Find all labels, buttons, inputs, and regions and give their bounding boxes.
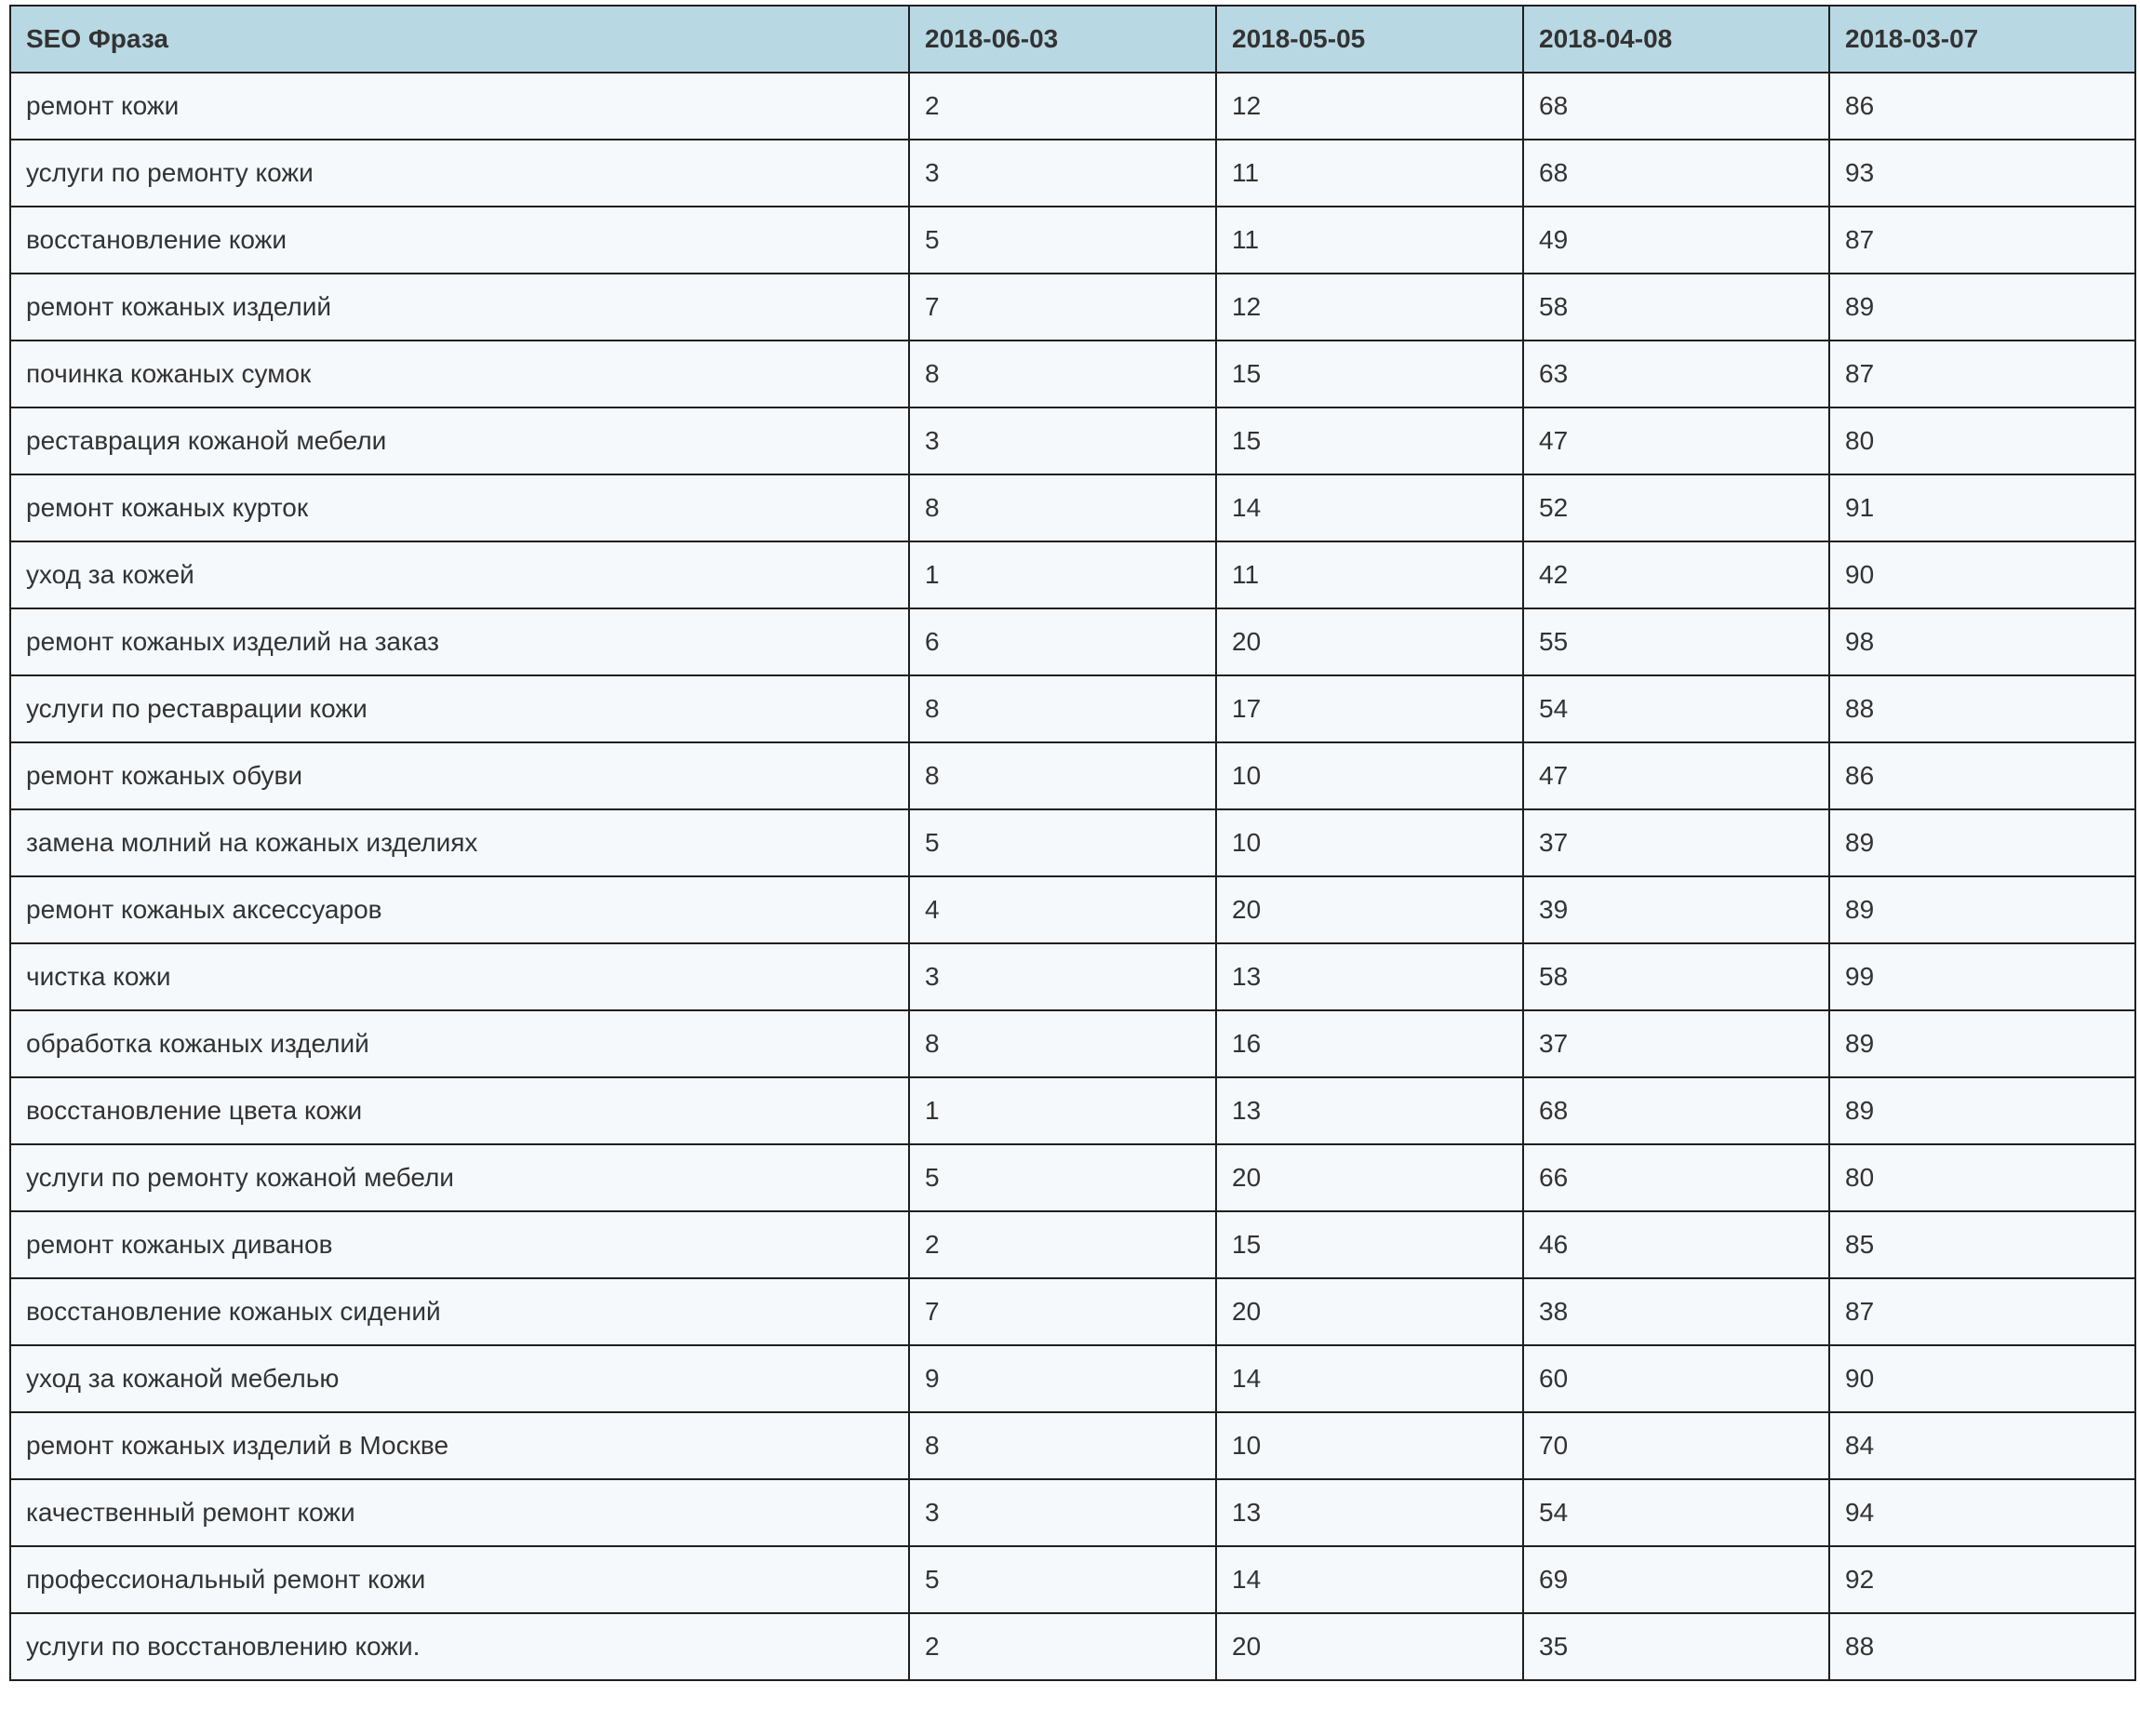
position-cell: 3 [909,140,1216,207]
position-cell: 89 [1829,274,2135,341]
position-cell: 14 [1216,474,1523,541]
seo-phrase-cell: замена молний на кожаных изделиях [10,809,909,876]
table-row [10,140,2135,207]
position-cell: 55 [1523,608,1829,675]
table-row [10,1211,2135,1278]
table-row [10,1278,2135,1345]
table-row [10,608,2135,675]
column-header-date: 2018-04-08 [1523,6,1829,73]
seo-phrase-cell: восстановление кожи [10,207,909,274]
table-row [10,1546,2135,1613]
position-cell: 58 [1523,274,1829,341]
position-cell: 5 [909,1546,1216,1613]
table-row [10,1077,2135,1144]
position-cell: 3 [909,1479,1216,1546]
seo-phrase-cell: услуги по реставрации кожи [10,675,909,742]
table-row [10,943,2135,1010]
position-cell: 20 [1216,608,1523,675]
position-cell: 54 [1523,675,1829,742]
seo-phrase-cell: чистка кожи [10,943,909,1010]
position-cell: 37 [1523,809,1829,876]
position-cell: 80 [1829,407,2135,474]
position-cell: 15 [1216,407,1523,474]
position-cell: 86 [1829,73,2135,140]
seo-phrase-cell: ремонт кожаных диванов [10,1211,909,1278]
position-cell: 46 [1523,1211,1829,1278]
position-cell: 91 [1829,474,2135,541]
position-cell: 8 [909,1412,1216,1479]
seo-phrase-cell: услуги по восстановлению кожи. [10,1613,909,1680]
position-cell: 94 [1829,1479,2135,1546]
position-cell: 90 [1829,1345,2135,1412]
position-cell: 89 [1829,1010,2135,1077]
position-cell: 88 [1829,1613,2135,1680]
seo-phrase-cell: ремонт кожаных изделий [10,274,909,341]
column-header-date: 2018-06-03 [909,6,1216,73]
position-cell: 13 [1216,943,1523,1010]
position-cell: 90 [1829,541,2135,608]
position-cell: 98 [1829,608,2135,675]
table-row [10,407,2135,474]
position-cell: 87 [1829,1278,2135,1345]
position-cell: 2 [909,1613,1216,1680]
seo-phrase-cell: качественный ремонт кожи [10,1479,909,1546]
table-row [10,541,2135,608]
table-row [10,1613,2135,1680]
position-cell: 8 [909,341,1216,407]
table-row [10,1479,2135,1546]
position-cell: 89 [1829,876,2135,943]
header-row [10,6,2135,73]
position-cell: 9 [909,1345,1216,1412]
position-cell: 84 [1829,1412,2135,1479]
position-cell: 68 [1523,140,1829,207]
position-cell: 70 [1523,1412,1829,1479]
position-cell: 58 [1523,943,1829,1010]
position-cell: 12 [1216,73,1523,140]
position-cell: 54 [1523,1479,1829,1546]
seo-phrase-cell: обработка кожаных изделий [10,1010,909,1077]
seo-phrase-cell: ремонт кожаных обуви [10,742,909,809]
seo-phrase-cell: услуги по ремонту кожаной мебели [10,1144,909,1211]
table-row [10,1010,2135,1077]
position-cell: 5 [909,809,1216,876]
seo-phrase-cell: восстановление кожаных сидений [10,1278,909,1345]
position-cell: 66 [1523,1144,1829,1211]
position-cell: 63 [1523,341,1829,407]
position-cell: 60 [1523,1345,1829,1412]
position-cell: 86 [1829,742,2135,809]
position-cell: 85 [1829,1211,2135,1278]
position-cell: 3 [909,943,1216,1010]
table-row [10,675,2135,742]
seo-phrase-cell: уход за кожей [10,541,909,608]
position-cell: 1 [909,1077,1216,1144]
position-cell: 20 [1216,1613,1523,1680]
position-cell: 14 [1216,1546,1523,1613]
table-row [10,809,2135,876]
position-cell: 5 [909,1144,1216,1211]
position-cell: 87 [1829,207,2135,274]
table-row [10,876,2135,943]
position-cell: 47 [1523,407,1829,474]
seo-phrase-cell: ремонт кожаных изделий на заказ [10,608,909,675]
table-row [10,341,2135,407]
position-cell: 8 [909,675,1216,742]
table-row [10,274,2135,341]
position-cell: 8 [909,742,1216,809]
position-cell: 89 [1829,1077,2135,1144]
seo-phrase-cell: услуги по ремонту кожи [10,140,909,207]
seo-phrase-cell: профессиональный ремонт кожи [10,1546,909,1613]
seo-phrase-cell: ремонт кожаных изделий в Москве [10,1412,909,1479]
position-cell: 20 [1216,1278,1523,1345]
position-cell: 99 [1829,943,2135,1010]
position-cell: 2 [909,1211,1216,1278]
column-header-date: 2018-05-05 [1216,6,1523,73]
table-row [10,1144,2135,1211]
seo-phrase-cell: ремонт кожи [10,73,909,140]
seo-rankings-table [9,5,2136,1681]
position-cell: 8 [909,474,1216,541]
position-cell: 11 [1216,207,1523,274]
position-cell: 87 [1829,341,2135,407]
table-row [10,73,2135,140]
table-header [10,6,2135,73]
table-row [10,474,2135,541]
position-cell: 49 [1523,207,1829,274]
seo-phrase-cell: уход за кожаной мебелью [10,1345,909,1412]
position-cell: 2 [909,73,1216,140]
position-cell: 12 [1216,274,1523,341]
table-row [10,1345,2135,1412]
position-cell: 15 [1216,1211,1523,1278]
position-cell: 93 [1829,140,2135,207]
position-cell: 11 [1216,541,1523,608]
position-cell: 20 [1216,876,1523,943]
position-cell: 42 [1523,541,1829,608]
position-cell: 37 [1523,1010,1829,1077]
table-row [10,207,2135,274]
position-cell: 1 [909,541,1216,608]
position-cell: 39 [1523,876,1829,943]
position-cell: 4 [909,876,1216,943]
position-cell: 35 [1523,1613,1829,1680]
position-cell: 6 [909,608,1216,675]
position-cell: 68 [1523,73,1829,140]
position-cell: 88 [1829,675,2135,742]
position-cell: 92 [1829,1546,2135,1613]
position-cell: 14 [1216,1345,1523,1412]
position-cell: 7 [909,1278,1216,1345]
position-cell: 16 [1216,1010,1523,1077]
column-header-date: 2018-03-07 [1829,6,2135,73]
seo-rankings-table-container [9,5,2134,1681]
position-cell: 69 [1523,1546,1829,1613]
position-cell: 3 [909,407,1216,474]
position-cell: 8 [909,1010,1216,1077]
seo-phrase-cell: восстановление цвета кожи [10,1077,909,1144]
table-row [10,742,2135,809]
position-cell: 20 [1216,1144,1523,1211]
seo-phrase-cell: реставрация кожаной мебели [10,407,909,474]
table-body [10,73,2135,1680]
position-cell: 13 [1216,1077,1523,1144]
position-cell: 10 [1216,809,1523,876]
column-header-seo-phrase: SEO Фраза [10,6,909,73]
position-cell: 52 [1523,474,1829,541]
position-cell: 10 [1216,1412,1523,1479]
position-cell: 13 [1216,1479,1523,1546]
seo-phrase-cell: ремонт кожаных аксессуаров [10,876,909,943]
position-cell: 89 [1829,809,2135,876]
table-row [10,1412,2135,1479]
position-cell: 10 [1216,742,1523,809]
position-cell: 11 [1216,140,1523,207]
position-cell: 80 [1829,1144,2135,1211]
seo-phrase-cell: ремонт кожаных курток [10,474,909,541]
position-cell: 5 [909,207,1216,274]
position-cell: 47 [1523,742,1829,809]
position-cell: 38 [1523,1278,1829,1345]
position-cell: 15 [1216,341,1523,407]
position-cell: 17 [1216,675,1523,742]
position-cell: 7 [909,274,1216,341]
position-cell: 68 [1523,1077,1829,1144]
seo-phrase-cell: починка кожаных сумок [10,341,909,407]
